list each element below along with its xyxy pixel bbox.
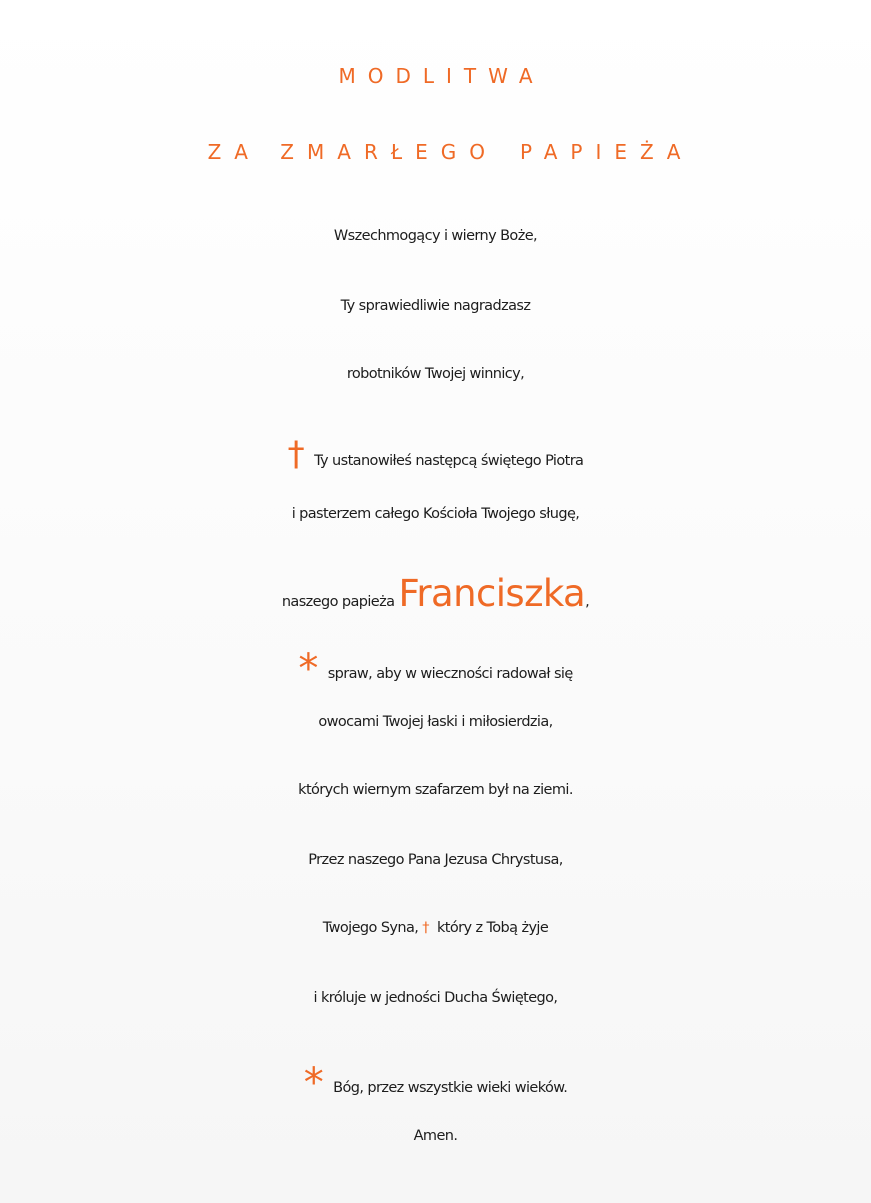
prayer-line-4-text: Ty ustanowiłeś następcą świętego Piotra	[314, 453, 584, 469]
prayer-line-6	[0, 572, 871, 615]
prayer-line-11	[0, 921, 871, 936]
prayer-line-11-suffix: który z Tobą żyje	[436, 920, 549, 936]
title-line-2-part-2: PAPIEŻA	[519, 140, 694, 164]
prayer-line-8: owocami Twojej łaski i miłosierdzia,	[318, 714, 553, 730]
asterisk-mark-icon: *	[303, 1060, 324, 1106]
cross-mark-icon: †	[422, 920, 429, 936]
prayer-line-13	[0, 1059, 871, 1106]
asterisk-mark-icon: *	[298, 646, 318, 692]
title-line-2-part-1: ZA ZMARŁEGO	[207, 140, 498, 164]
title-line-1: MODLITWA	[338, 64, 545, 88]
prayer-line-12: i króluje w jedności Ducha Świętego,	[313, 990, 558, 1006]
prayer-line-13-text: Bóg, przez wszystkie wieki wieków.	[333, 1080, 568, 1096]
prayer-line-6-prefix: naszego papieża	[281, 594, 399, 610]
prayer-line-3: robotników Twojej winnicy,	[346, 366, 525, 382]
prayer-line-7-text: spraw, aby w wieczności radował się	[327, 666, 573, 682]
prayer-line-9: których wiernym szafarzem był na ziemi.	[298, 782, 573, 798]
prayer-amen: Amen.	[413, 1128, 458, 1144]
prayer-line-11-prefix: Twojego Syna,	[322, 920, 419, 936]
prayer-line-6-suffix: ,	[585, 594, 590, 610]
prayer-line-10: Przez naszego Pana Jezusa Chrystusa,	[308, 852, 563, 868]
prayer-line-5: i pasterzem całego Kościoła Twojego sługę,	[291, 506, 580, 522]
prayer-line-2: Ty sprawiedliwie nagradzasz	[340, 298, 531, 314]
prayer-line-4	[0, 434, 871, 474]
prayer-line-1: Wszechmogący i wierny Boże,	[333, 228, 538, 244]
prayer-line-7	[0, 645, 871, 692]
title-line-2	[0, 142, 871, 162]
pope-name: Franciszka	[398, 572, 586, 615]
cross-mark-icon: †	[287, 434, 305, 474]
